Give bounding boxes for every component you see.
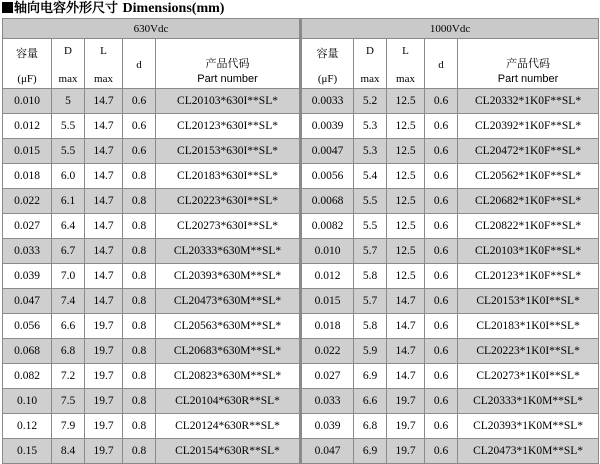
table-row [3,214,599,239]
lead-1000-cell: 0.6 [425,439,458,464]
length-1000-cell: 12.5 [387,139,425,164]
part-number-630-cell: CL20104*630R**SL* [156,389,301,414]
length-630-cell: 19.7 [85,389,123,414]
header-lead-diameter [123,39,156,89]
header-length [85,39,123,89]
part-number-630-cell: CL20223*630I**SL* [156,189,301,214]
part-number-1000-cell: CL20472*1K0F**SL* [458,139,599,164]
part-number-1000-cell: CL20183*1K0I**SL* [458,314,599,339]
part-number-1000-cell: CL20103*1K0F**SL* [458,239,599,264]
part-number-630-cell: CL20563*630M**SL* [156,314,301,339]
capacitance-630-cell: 0.015 [3,139,52,164]
header-capacitance-label: 容量 [316,46,339,60]
diameter-630-cell: 6.1 [52,189,85,214]
length-1000-cell: 12.5 [387,214,425,239]
part-number-1000-cell: CL20392*1K0F**SL* [458,114,599,139]
header-diameter-label: D [64,44,72,57]
diameter-1000-cell: 5.5 [354,214,387,239]
diameter-630-cell: 5.5 [52,114,85,139]
part-number-630-cell: CL20123*630I**SL* [156,114,301,139]
table-row [3,439,599,464]
length-630-cell: 19.7 [85,439,123,464]
length-630-cell: 19.7 [85,339,123,364]
diameter-1000-cell: 5.7 [354,289,387,314]
diameter-630-cell: 7.9 [52,414,85,439]
length-630-cell: 14.7 [85,89,123,114]
length-1000-cell: 12.5 [387,89,425,114]
length-630-cell: 14.7 [85,239,123,264]
table-row [3,389,599,414]
lead-1000-cell: 0.6 [425,314,458,339]
header-length-label: L [402,44,409,57]
lead-1000-cell: 0.6 [425,364,458,389]
length-1000-cell: 12.5 [387,264,425,289]
diameter-630-cell: 6.8 [52,339,85,364]
diameter-630-cell: 7.4 [52,289,85,314]
diameter-1000-cell: 6.6 [354,389,387,414]
diameter-630-cell: 6.0 [52,164,85,189]
dimensions-table [2,18,599,464]
diameter-1000-cell: 6.9 [354,364,387,389]
header-part-number [458,39,599,89]
length-630-cell: 14.7 [85,139,123,164]
capacitance-630-cell: 0.15 [3,439,52,464]
length-1000-cell: 14.7 [387,364,425,389]
lead-630-cell: 0.8 [123,439,156,464]
diameter-630-cell: 6.6 [52,314,85,339]
part-number-1000-cell: CL20332*1K0F**SL* [458,89,599,114]
header-part-number-cn: 产品代码 [205,56,250,70]
capacitance-1000-cell: 0.010 [301,239,354,264]
lead-1000-cell: 0.6 [425,189,458,214]
header-capacitance [3,39,52,89]
capacitance-630-cell: 0.047 [3,289,52,314]
diameter-1000-cell: 5.2 [354,89,387,114]
length-1000-cell: 12.5 [387,164,425,189]
header-diameter [354,39,387,89]
capacitance-630-cell: 0.082 [3,364,52,389]
capacitance-1000-cell: 0.015 [301,289,354,314]
length-1000-cell: 14.7 [387,339,425,364]
diameter-1000-cell: 5.8 [354,314,387,339]
capacitance-630-cell: 0.12 [3,414,52,439]
length-630-cell: 14.7 [85,214,123,239]
group-header-630vdc: 630Vdc [3,19,301,39]
lead-630-cell: 0.8 [123,364,156,389]
diameter-630-cell: 7.0 [52,264,85,289]
part-number-630-cell: CL20154*630R**SL* [156,439,301,464]
lead-630-cell: 0.8 [123,289,156,314]
capacitance-630-cell: 0.010 [3,89,52,114]
header-part-number-en: Part number [197,72,258,85]
capacitance-1000-cell: 0.033 [301,389,354,414]
lead-1000-cell: 0.6 [425,289,458,314]
table-row [3,189,599,214]
part-number-630-cell: CL20273*630I**SL* [156,214,301,239]
part-number-630-cell: CL20124*630R**SL* [156,414,301,439]
length-1000-cell: 19.7 [387,414,425,439]
header-part-number-cn: 产品代码 [506,56,551,70]
lead-1000-cell: 0.6 [425,89,458,114]
capacitance-1000-cell: 0.018 [301,314,354,339]
lead-1000-cell: 0.6 [425,214,458,239]
lead-1000-cell: 0.6 [425,114,458,139]
header-diameter-sub: max [58,72,78,85]
header-capacitance-unit: (μF) [317,72,338,85]
group-header-1000vdc: 1000Vdc [301,19,599,39]
lead-630-cell: 0.8 [123,239,156,264]
table-row [3,364,599,389]
lead-630-cell: 0.8 [123,189,156,214]
diameter-630-cell: 8.4 [52,439,85,464]
capacitance-1000-cell: 0.012 [301,264,354,289]
length-630-cell: 19.7 [85,314,123,339]
lead-1000-cell: 0.6 [425,239,458,264]
diameter-630-cell: 6.4 [52,214,85,239]
capacitance-630-cell: 0.033 [3,239,52,264]
diameter-630-cell: 7.5 [52,389,85,414]
table-row [3,414,599,439]
capacitance-630-cell: 0.027 [3,214,52,239]
diameter-630-cell: 5.5 [52,139,85,164]
table-row [3,314,599,339]
header-diameter [52,39,85,89]
table-row [3,164,599,189]
lead-630-cell: 0.8 [123,214,156,239]
capacitance-630-cell: 0.056 [3,314,52,339]
part-number-1000-cell: CL20153*1K0I**SL* [458,289,599,314]
table-row [3,289,599,314]
heading-chinese: 轴向电容外形尺寸 [14,1,119,16]
table-row [3,139,599,164]
part-number-1000-cell: CL20562*1K0F**SL* [458,164,599,189]
capacitance-1000-cell: 0.039 [301,414,354,439]
diameter-1000-cell: 6.9 [354,439,387,464]
capacitance-1000-cell: 0.0056 [301,164,354,189]
column-header-row [3,39,599,89]
length-630-cell: 19.7 [85,414,123,439]
part-number-630-cell: CL20183*630I**SL* [156,164,301,189]
length-630-cell: 19.7 [85,364,123,389]
lead-630-cell: 0.8 [123,389,156,414]
diameter-1000-cell: 5.4 [354,164,387,189]
part-number-630-cell: CL20153*630I**SL* [156,139,301,164]
header-part-number-en: Part number [497,72,559,85]
header-length-label: L [100,44,107,57]
capacitance-1000-cell: 0.047 [301,439,354,464]
capacitance-630-cell: 0.022 [3,189,52,214]
capacitance-1000-cell: 0.027 [301,364,354,389]
part-number-1000-cell: CL20393*1K0M**SL* [458,414,599,439]
length-1000-cell: 19.7 [387,389,425,414]
part-number-1000-cell: CL20473*1K0M**SL* [458,439,599,464]
header-length [387,39,425,89]
length-630-cell: 14.7 [85,114,123,139]
table-body [3,89,599,464]
diameter-1000-cell: 5.9 [354,339,387,364]
document-heading [2,0,224,18]
diameter-630-cell: 5 [52,89,85,114]
voltage-group-row [3,19,599,39]
header-capacitance [301,39,354,89]
header-lead-diameter [425,39,458,89]
length-1000-cell: 14.7 [387,314,425,339]
lead-1000-cell: 0.6 [425,339,458,364]
table-row [3,339,599,364]
table-row [3,89,599,114]
length-1000-cell: 14.7 [387,289,425,314]
part-number-1000-cell: CL20223*1K0I**SL* [458,339,599,364]
lead-630-cell: 0.8 [123,164,156,189]
part-number-630-cell: CL20393*630M**SL* [156,264,301,289]
diameter-630-cell: 6.7 [52,239,85,264]
diameter-1000-cell: 5.3 [354,139,387,164]
capacitance-630-cell: 0.012 [3,114,52,139]
header-lead-label: d [136,58,142,71]
capacitance-630-cell: 0.10 [3,389,52,414]
diameter-1000-cell: 5.5 [354,189,387,214]
header-length-sub: max [94,72,113,85]
lead-630-cell: 0.6 [123,114,156,139]
part-number-630-cell: CL20103*630I**SL* [156,89,301,114]
capacitance-1000-cell: 0.0039 [301,114,354,139]
lead-1000-cell: 0.6 [425,139,458,164]
lead-1000-cell: 0.6 [425,264,458,289]
capacitance-1000-cell: 0.0033 [301,89,354,114]
length-1000-cell: 12.5 [387,189,425,214]
diameter-1000-cell: 5.3 [354,114,387,139]
black-square-icon [2,2,13,13]
capacitance-630-cell: 0.039 [3,264,52,289]
diameter-1000-cell: 5.8 [354,264,387,289]
part-number-630-cell: CL20683*630M**SL* [156,339,301,364]
header-diameter-sub: max [360,72,380,85]
capacitance-630-cell: 0.018 [3,164,52,189]
length-630-cell: 14.7 [85,189,123,214]
length-630-cell: 14.7 [85,289,123,314]
lead-630-cell: 0.8 [123,314,156,339]
length-1000-cell: 12.5 [387,114,425,139]
part-number-1000-cell: CL20333*1K0M**SL* [458,389,599,414]
capacitance-1000-cell: 0.022 [301,339,354,364]
diameter-630-cell: 7.2 [52,364,85,389]
table-row [3,239,599,264]
lead-630-cell: 0.8 [123,414,156,439]
capacitance-1000-cell: 0.0082 [301,214,354,239]
part-number-1000-cell: CL20682*1K0F**SL* [458,189,599,214]
capacitance-1000-cell: 0.0068 [301,189,354,214]
lead-1000-cell: 0.6 [425,389,458,414]
part-number-630-cell: CL20333*630M**SL* [156,239,301,264]
lead-1000-cell: 0.6 [425,164,458,189]
heading-english: Dimensions(mm) [122,1,225,16]
lead-630-cell: 0.8 [123,264,156,289]
length-1000-cell: 19.7 [387,439,425,464]
part-number-630-cell: CL20473*630M**SL* [156,289,301,314]
part-number-1000-cell: CL20822*1K0F**SL* [458,214,599,239]
lead-630-cell: 0.6 [123,89,156,114]
capacitance-1000-cell: 0.0047 [301,139,354,164]
table-row [3,264,599,289]
header-capacitance-label: 容量 [16,46,38,60]
length-1000-cell: 12.5 [387,239,425,264]
lead-630-cell: 0.6 [123,139,156,164]
diameter-1000-cell: 5.7 [354,239,387,264]
header-diameter-label: D [366,44,374,57]
capacitance-630-cell: 0.068 [3,339,52,364]
header-length-sub: max [396,72,415,85]
header-lead-label: d [438,58,444,71]
table-row [3,114,599,139]
header-capacitance-unit: (μF) [17,72,37,85]
length-630-cell: 14.7 [85,164,123,189]
part-number-1000-cell: CL20123*1K0F**SL* [458,264,599,289]
diameter-1000-cell: 6.8 [354,414,387,439]
length-630-cell: 14.7 [85,264,123,289]
part-number-1000-cell: CL20273*1K0I**SL* [458,364,599,389]
lead-630-cell: 0.8 [123,339,156,364]
part-number-630-cell: CL20823*630M**SL* [156,364,301,389]
lead-1000-cell: 0.6 [425,414,458,439]
header-part-number [156,39,301,89]
